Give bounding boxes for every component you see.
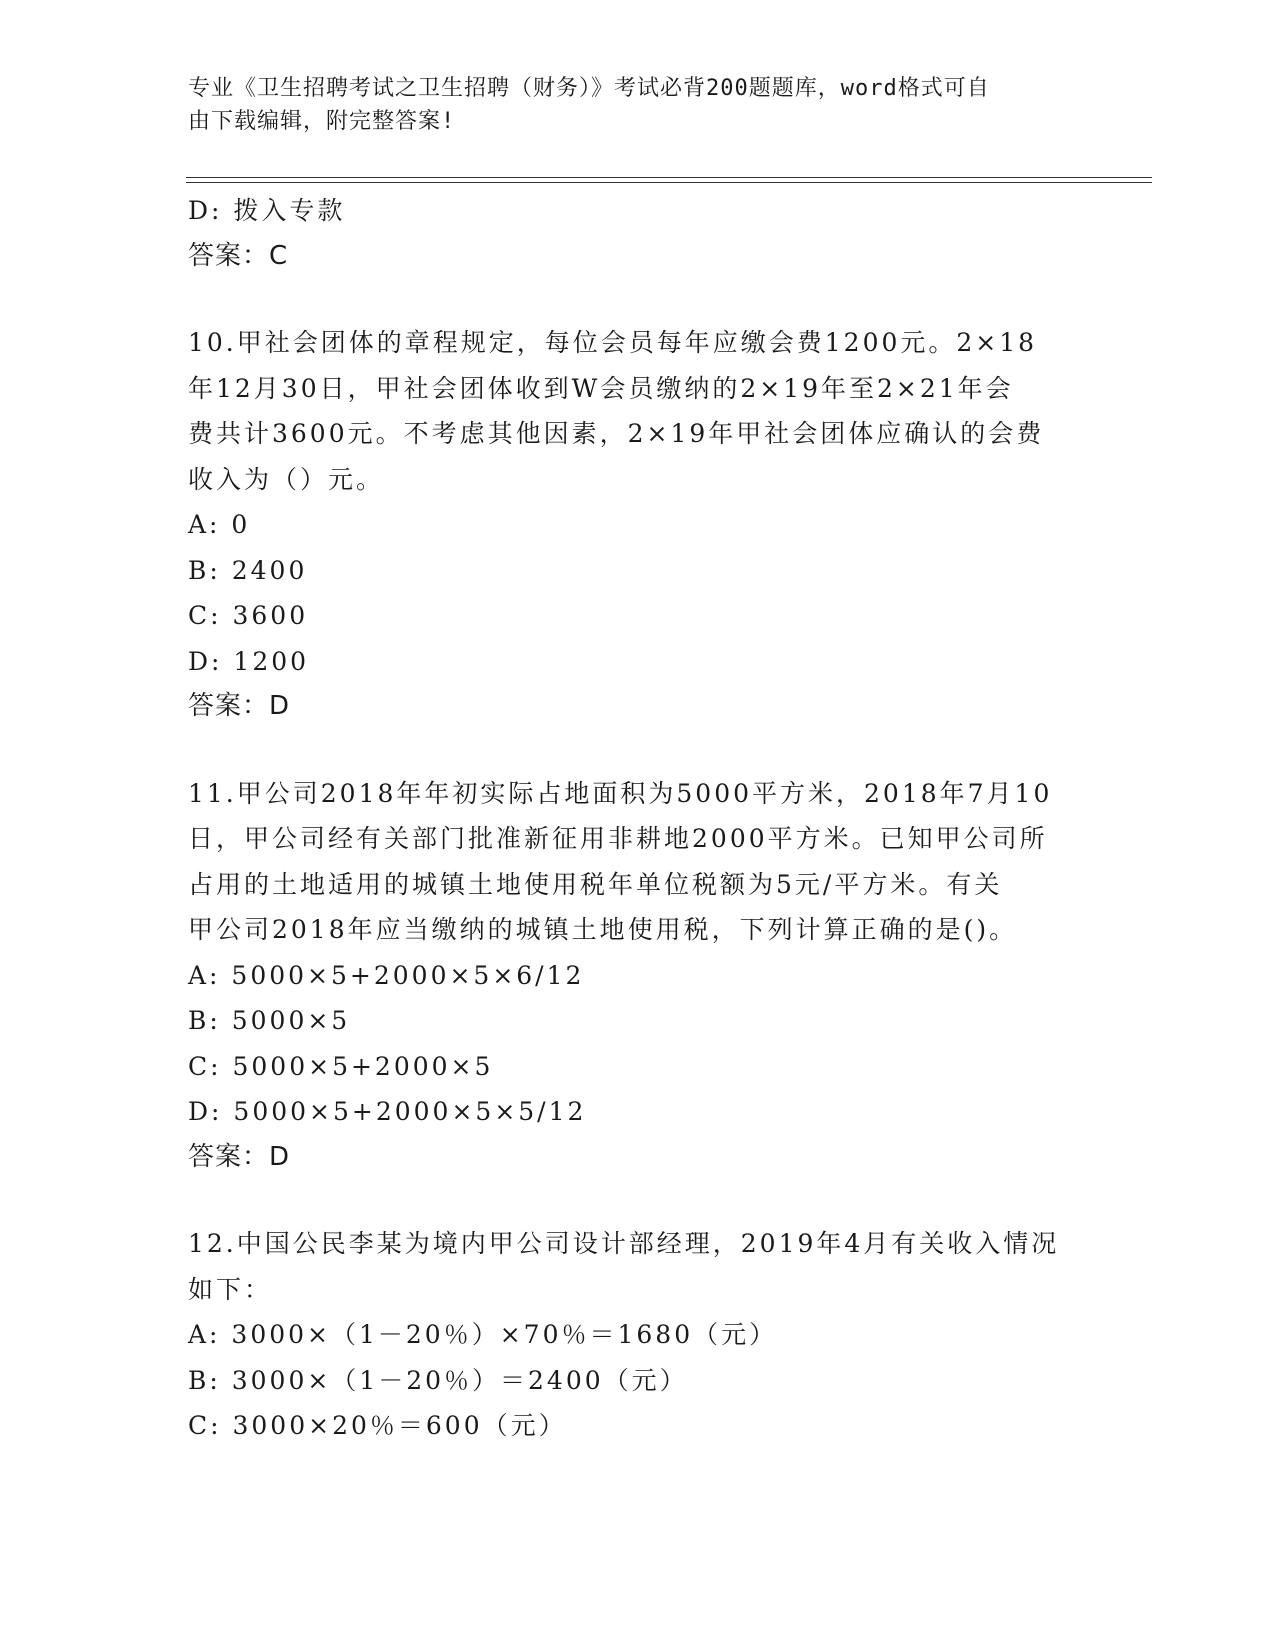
header-line-2: 由下载编辑，附完整答案! [188, 109, 456, 134]
option-a: A: 3000×（1－20％）×70％＝1680（元） [188, 1320, 778, 1349]
header-line-1: 专业《卫生招聘考试之卫生招聘（财务）》考试必背200题题库，word格式可自 [188, 76, 990, 101]
question-stem-line: 12.中国公民李某为境内甲公司设计部经理，2019年4月有关收入情况 [188, 1229, 1060, 1258]
question-stem-line: 日，甲公司经有关部门批准新征用非耕地2000平方米。已知甲公司所 [188, 824, 1048, 853]
question-11 [188, 771, 1088, 1181]
question-stem-line: 甲公司2018年应当缴纳的城镇土地使用税，下列计算正确的是()。 [188, 915, 1018, 944]
option-b: B: 5000×5 [188, 1006, 351, 1035]
question-12 [188, 1221, 1088, 1449]
option-c: C: 5000×5+2000×5 [188, 1051, 494, 1081]
option-c: C: 3000×20％＝600（元） [188, 1411, 567, 1440]
answer-line: 答案：D [188, 691, 291, 721]
option-d: D: 拨入专款 [188, 196, 346, 225]
question-content [188, 188, 1088, 1449]
answer-line: 答案：C [188, 240, 289, 271]
question-stem-line: 年12月30日，甲社会团体收到W会员缴纳的2×19年至2×21年会 [188, 373, 1014, 403]
option-d: D: 5000×5+2000×5×5/12 [188, 1097, 587, 1126]
option-b: B: 3000×（1－20％）＝2400（元） [188, 1365, 688, 1395]
question-stem-line: 如下： [188, 1274, 273, 1304]
spacer [188, 1180, 1088, 1221]
spacer [188, 279, 1088, 320]
spacer [188, 730, 1088, 771]
question-10 [188, 320, 1088, 730]
question-stem-line: 10.甲社会团体的章程规定，每位会员每年应缴会费1200元。2×18 [188, 328, 1038, 357]
option-b: B: 2400 [188, 555, 308, 585]
question-stem-line: 11.甲公司2018年年初实际占地面积为5000平方米，2018年7月10 [188, 778, 1053, 808]
header-divider-bottom [186, 182, 1152, 183]
question-stem-line: 收入为（）元。 [188, 464, 385, 494]
previous-question-tail [188, 188, 1088, 279]
option-a: A: 5000×5+2000×5×6/12 [188, 960, 585, 990]
header-divider-top [186, 177, 1152, 178]
option-a: A: 0 [188, 510, 251, 539]
option-c: C: 3600 [188, 601, 309, 630]
option-d: D: 1200 [188, 646, 310, 676]
question-stem-line: 费共计3600元。不考虑其他因素，2×19年甲社会团体应确认的会费 [188, 419, 1045, 448]
question-stem-line: 占用的土地适用的城镇土地使用税年单位税额为5元/平方米。有关 [188, 869, 1003, 899]
answer-line: 答案：D [188, 1141, 291, 1172]
document-header [188, 72, 1068, 138]
